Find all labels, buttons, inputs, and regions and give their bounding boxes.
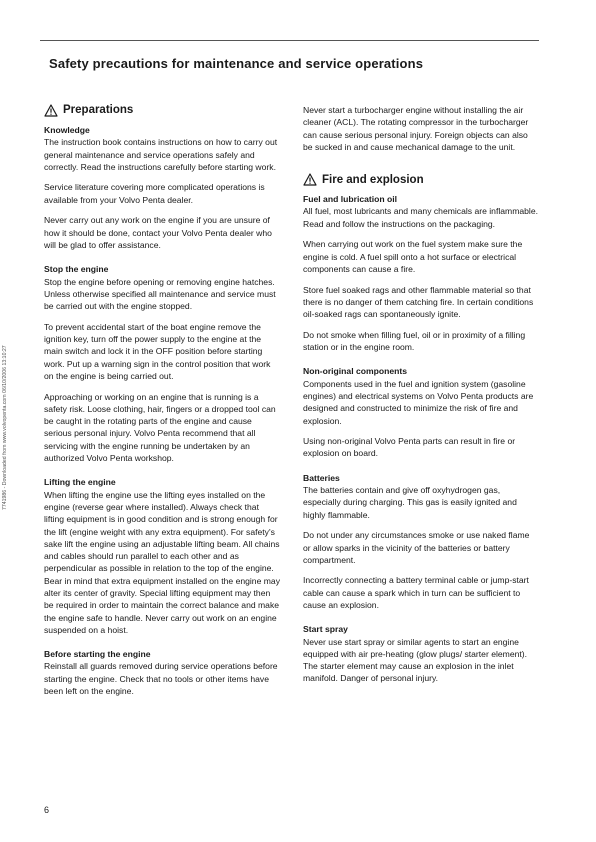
- warning-triangle-icon: [44, 104, 58, 117]
- preparations-heading: [44, 104, 280, 117]
- knowledge-paragraph-3: Never carry out any work on the engine if you are unsure of how it should be done, contact your Volvo Penta dealer who will be glad to offer assistance.: [44, 215, 272, 250]
- lifting-paragraph: When lifting the engine use the lifting eyes installed on the engine (reverse gear where installed). Always check that lifting equipment is in good condition and is strong enough for the lift (engine weight with any extra equipment). For safety's sake lift the engine using an adjustable lifting beam. All chains and cables should run parallel to each other and as perpendicular as possible in relation to the top of the engine. Bear in mind that extra equipment installed on the engine may alter its center of gravity. Special lifting equipment may then be required in order to maintain the correct balance and make the engine safe to handle. Never carry out work on an engine suspended on a hoist.: [44, 489, 280, 635]
- right-column: [303, 104, 539, 697]
- fuel-paragraph-3: Store fuel soaked rags and other flammable material so that there is no danger of them catching fire. In certain conditions oil-soaked rags can spontaneously ignite.: [303, 284, 534, 320]
- knowledge-title: Knowledge: [44, 125, 90, 135]
- non-original-title: Non-original components: [303, 366, 408, 377]
- batteries-title: Batteries: [303, 472, 340, 483]
- knowledge-paragraph-1: The instruction book contains instructions on how to carry out general maintenance and service operations safely and correctly. Read the instructions carefully before starting work.: [44, 137, 278, 172]
- stop-engine-section: [44, 263, 280, 464]
- fuel-paragraph-2: When carrying out work on the fuel system make sure the engine is cold. A fuel spill onto a hot surface or electrical components can cause a fire.: [303, 239, 523, 274]
- fuel-paragraph-4: Do not smoke when filling fuel, oil or in proximity of a filling station or in the engine room.: [303, 329, 526, 353]
- batteries-paragraph-3: Incorrectly connecting a battery terminal cable or jump-start cable can cause a spark which in turn can be sufficient to cause an explosion.: [303, 575, 529, 610]
- knowledge-paragraph-2: Service literature covering more complicated operations is available from your Volvo Penta dealer.: [44, 182, 265, 205]
- non-original-paragraph-1: Components used in the fuel and ignition system (gasoline engines) and electrical systems on Volvo Penta products are designed and constructed to minimize the risk of fire and explosion.: [303, 378, 534, 426]
- stop-engine-paragraph-3: Approaching or working on an engine that is running is a safety risk. Loose clothing, hair, fingers or a dropped tool can be caught in the rotating parts of the engine and cause serious personal injury. Volvo Penta recommend that all servicing with the engine running be undertaken by an authorized Volvo Penta workshop.: [44, 391, 276, 464]
- non-original-section: [303, 365, 539, 459]
- page-number: 6: [44, 805, 50, 815]
- before-starting-paragraph: Reinstall all guards removed during service operations before starting the engine. Check that no tools or other items have been left on the engine.: [44, 661, 278, 697]
- preparations-heading-text: Preparations: [63, 104, 134, 117]
- warning-triangle-icon: [303, 173, 317, 186]
- non-original-paragraph-2: Using non-original Volvo Penta parts can result in fire or explosion on board.: [303, 436, 516, 459]
- start-spray-paragraph: Never use start spray or similar agents to start an engine equipped with air pre-heating (glow plugs/ starter element). The starter element may cause an explosion in the inlet manifold. Danger of personal injury.: [303, 636, 528, 684]
- stop-engine-paragraph-2: To prevent accidental start of the boat engine remove the ignition key, turn off the power supply to the engine at the main switch and lock it in the OFF position before starting work. Put up a warning sign in the control position that work on the engine is being carried out.: [44, 321, 271, 381]
- fuel-title: Fuel and lubrication oil: [303, 194, 398, 205]
- download-note: 7741986 - Downloaded from www.volvopenta.com 06/10/2006 13:10:27: [2, 345, 8, 510]
- left-column: [44, 104, 280, 709]
- turbo-paragraph: Never start a turbocharger engine without installing the air cleaner (ACL). The rotating compressor in the turbocharger can cause serious personal injury. Foreign objects can also be sucked in and cause mechanical damage to the unit.: [303, 105, 529, 152]
- fire-explosion-heading-text: Fire and explosion: [322, 173, 424, 186]
- knowledge-section: [44, 124, 280, 251]
- batteries-section: [303, 472, 539, 612]
- fuel-paragraph-1: All fuel, most lubricants and many chemicals are inflammable. Read and follow the instructions on the packaging.: [303, 206, 538, 229]
- stop-engine-title: Stop the engine: [44, 264, 109, 275]
- before-starting-section: [44, 648, 280, 697]
- fire-explosion-heading: [303, 173, 539, 186]
- lifting-title: Lifting the engine: [44, 477, 116, 488]
- before-starting-title: Before starting the engine: [44, 649, 151, 660]
- fuel-section: [303, 193, 539, 353]
- stop-engine-paragraph-1: Stop the engine before opening or removing engine hatches. Unless otherwise specified all maintenance and service must be carried out with the engine stopped.: [44, 276, 276, 312]
- batteries-paragraph-2: Do not under any circumstances smoke or use naked flame or allow sparks in the vicinity of the batteries or battery compartment.: [303, 530, 530, 565]
- start-spray-title: Start spray: [303, 624, 348, 635]
- page-title: Safety precautions for maintenance and service operations: [49, 56, 424, 71]
- start-spray-section: [303, 623, 539, 684]
- header-rule: [40, 40, 539, 41]
- batteries-paragraph-1: The batteries contain and give off oxyhydrogen gas, especially during charging. This gas is easily ignited and highly flammable.: [303, 485, 517, 520]
- lifting-section: [44, 476, 280, 636]
